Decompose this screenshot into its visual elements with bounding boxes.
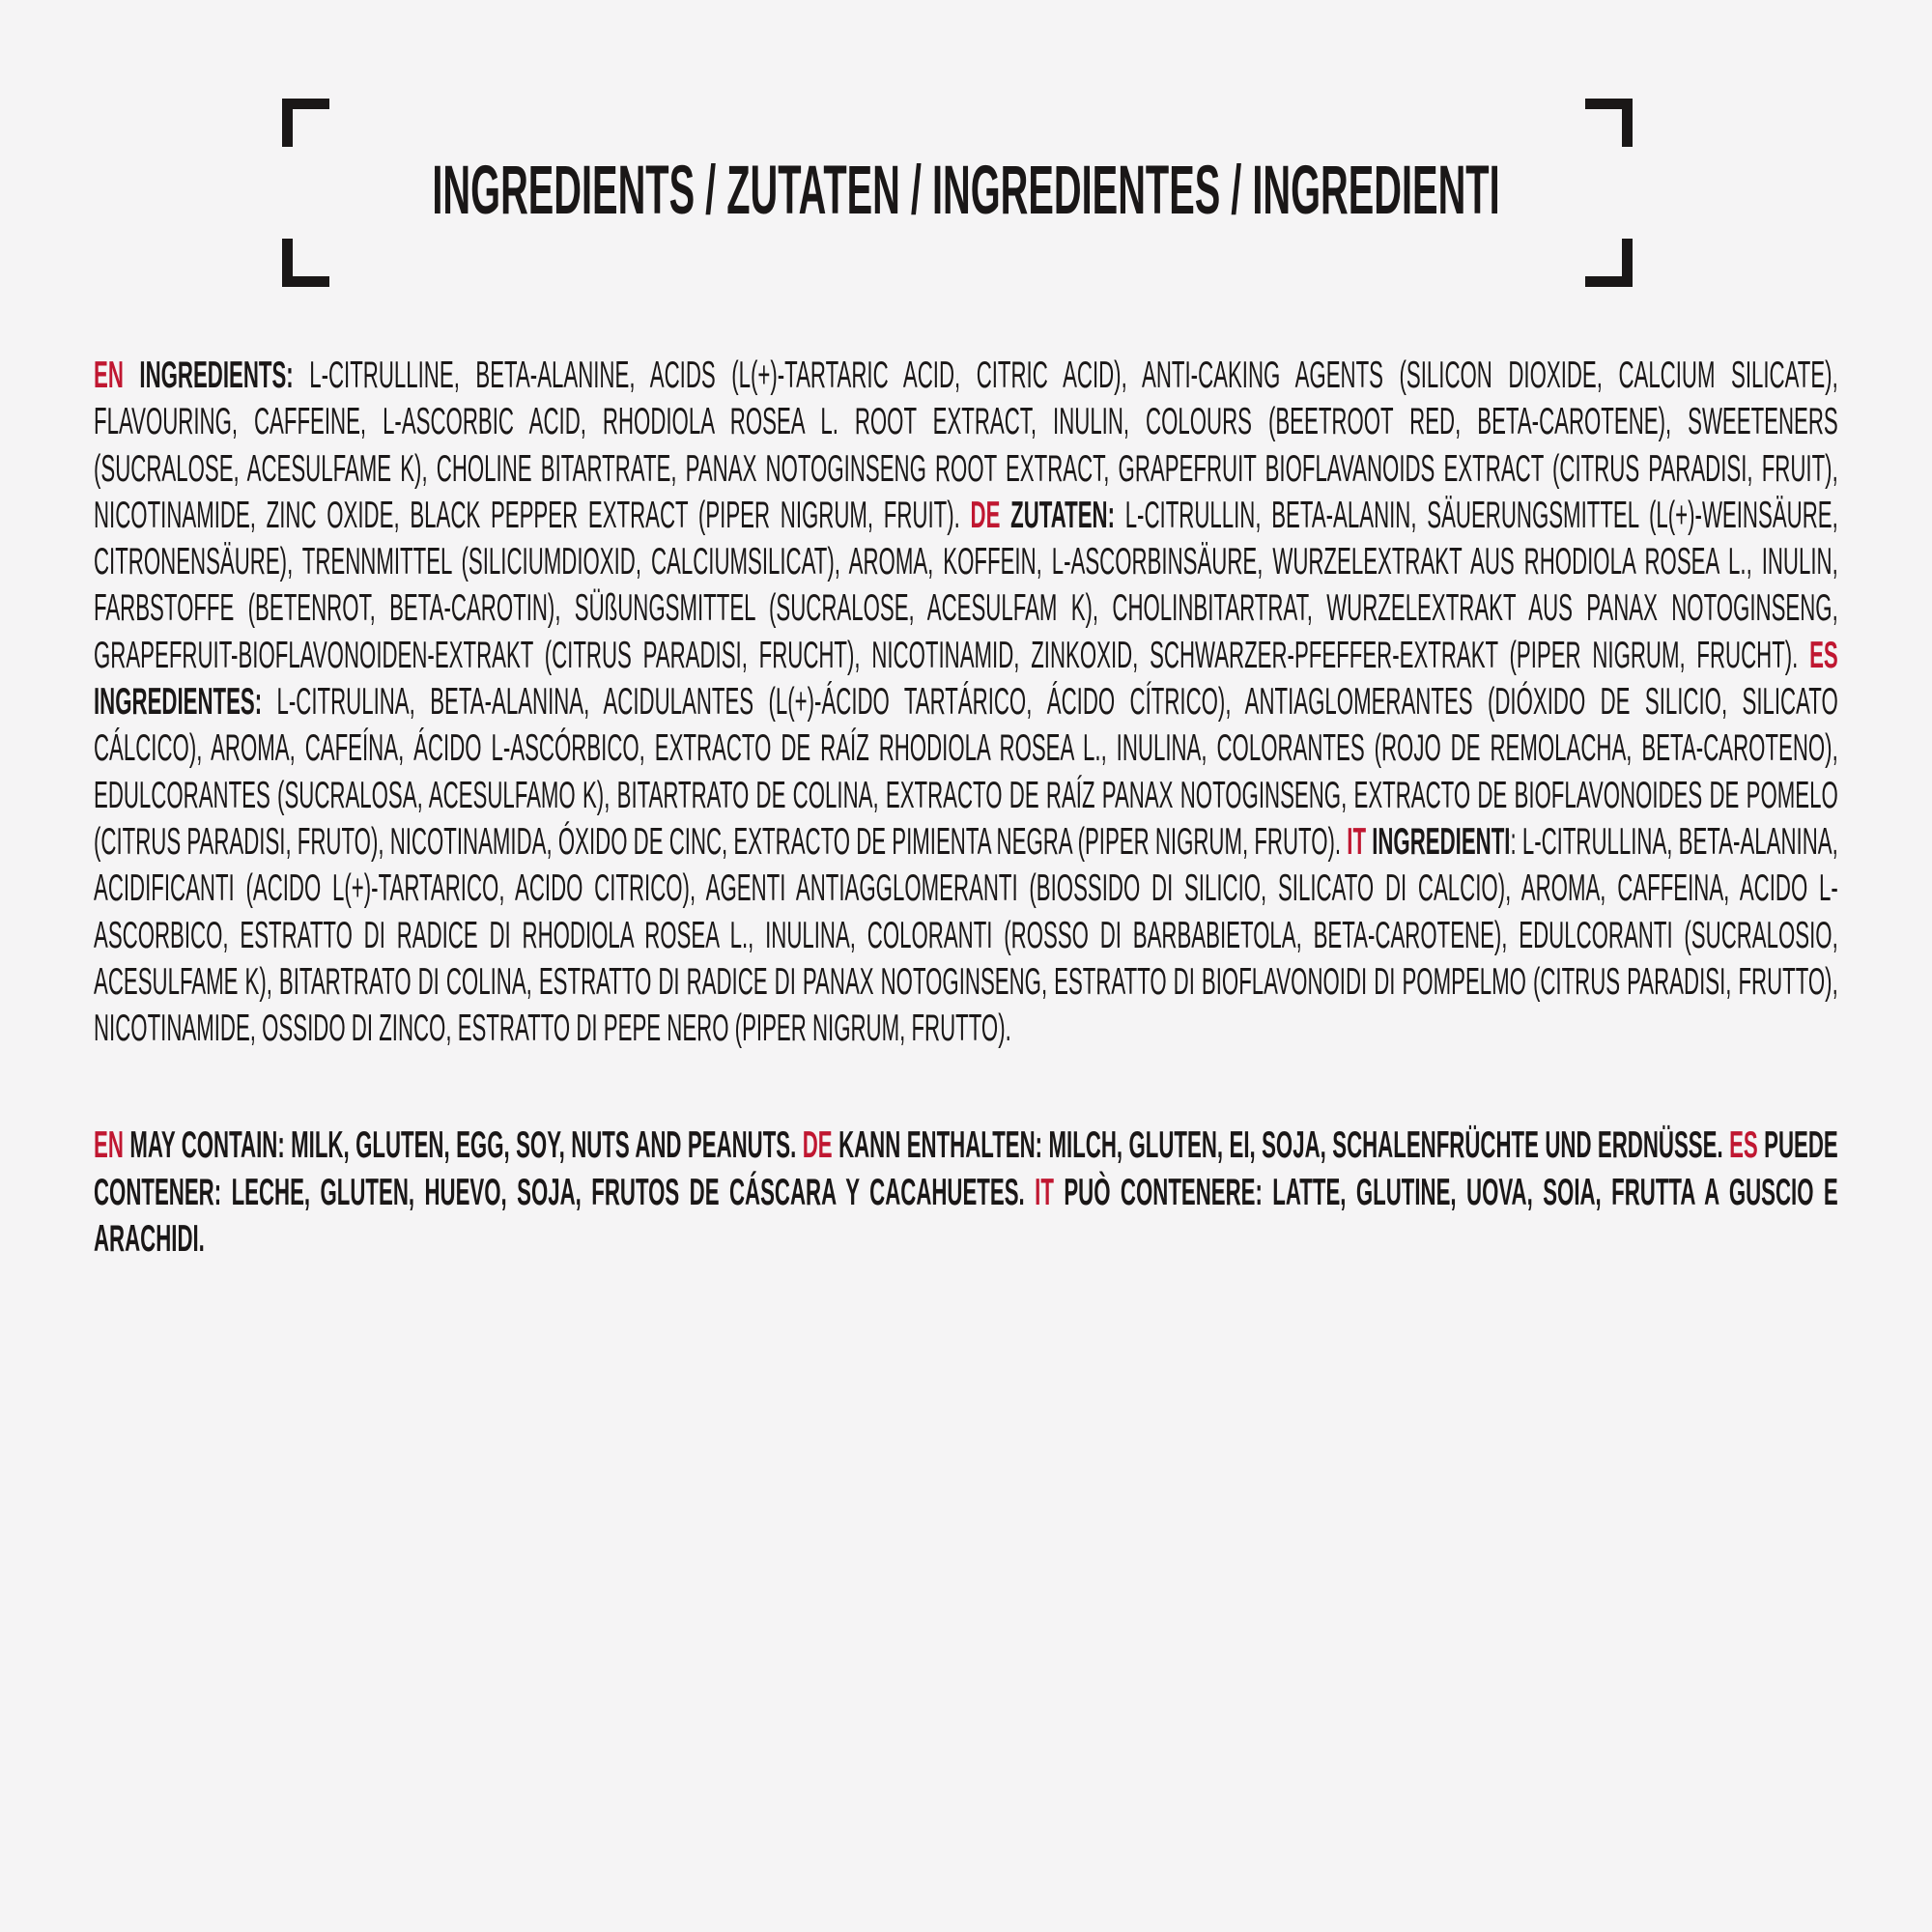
language-code: IT: [1035, 1171, 1065, 1213]
language-code: EN: [94, 1124, 130, 1167]
crop-mark-top-right-icon: [1585, 99, 1633, 147]
label-text-run: PUEDE CONTENER: LECHE, GLUTEN, HUEVO, SOJA, FRUTOS DE CÁSCARA Y CACAHUETES.: [94, 1124, 1838, 1213]
label-text-run: .: [790, 1124, 803, 1167]
language-code: DE: [802, 1124, 839, 1167]
label-text-run: INGREDIENTS:: [139, 355, 310, 396]
language-code: ES: [1809, 634, 1838, 676]
label-text-run: MAY CONTAIN: MILK, GLUTEN, EGG, SOY, NUTS AND PEANUTS: [129, 1124, 791, 1167]
crop-mark-top-left-icon: [282, 99, 329, 147]
language-code: EN: [94, 355, 140, 396]
label-text-run: KANN ENTHALTEN: MILCH, GLUTEN, EI, SOJA, SCHALENFRÜCHTE UND ERDNÜSSE.: [838, 1124, 1730, 1167]
crop-mark-bottom-left-icon: [282, 239, 329, 287]
label-text-run: : L-CITRULLINA, BETA-ALANINA, ACIDIFICANTI (ACIDO L(+)-TARTARICO, ACIDO CITRICO), AGENTI ANTIAGGLOMERANTI (BIOSSIDO DI SILICIO, SILICATO DI CALCIO), AROMA, CAFFEINA, ACIDO L-ASCORBICO, ESTRATTO DI RADICE DI RHODIOLA ROSEA L., INULINA, COLORANTI (ROSSO DI BARBABIETOLA, BETA-CAROTENE), EDULCORANTI (SUCRALOSIO, ACESULFAME K), BITARTRATO DI COLINA, ESTRATTO DI RADICE DI PANAX NOTOGINSENG, ESTRATTO DI BIOFLAVONOIDI DI POMPELMO (CITRUS PARADISI, FRUTTO), NICOTINAMIDE, OSSIDO DI ZINCO, ESTRATTO DI PEPE NERO (PIPER NIGRUM, FRUTTO).: [94, 820, 1838, 1050]
language-code: DE: [970, 494, 1011, 536]
crop-mark-bottom-right-icon: [1585, 239, 1633, 287]
label-text-run: INGREDIENTES:: [94, 681, 277, 724]
page-title: INGREDIENTS / ZUTATEN / INGREDIENTES / INGREDIENTI: [432, 153, 1500, 229]
language-code: ES: [1729, 1124, 1765, 1167]
label-text-run: INGREDIENTI: [1372, 820, 1511, 863]
label-text-run: PUÒ CONTENERE: LATTE, GLUTINE, UOVA, SOIA, FRUTTA A GUSCIO E ARACHIDI.: [94, 1171, 1838, 1261]
ingredients-paragraph: [94, 353, 1838, 1052]
label-text-run: ZUTATEN:: [1010, 494, 1125, 536]
label-text-run: L-CITRULLIN, BETA-ALANIN, SÄUERUNGSMITTEL (L(+)-WEINSÄURE, CITRONENSÄURE), TRENNMITTEL (SILICIUMDIOXID, CALCIUMSILICAT), AROMA, KOFFEIN, L-ASCORBINSÄURE, WURZELEXTRAKT AUS RHODIOLA ROSEA L., INULIN, FARBSTOFFE (BETENROT, BETA-CAROTIN), SÜßUNGSMITTEL (SUCRALOSE, ACESULFAM K), CHOLINBITARTRAT, WURZELEXTRAKT AUS PANAX NOTOGINSENG, GRAPEFRUIT-BIOFLAVONOIDEN-EXTRAKT (CITRUS PARADISI, FRUCHT), NICOTINAMID, ZINKOXID, SCHWARZER-PFEFFER-EXTRAKT (PIPER NIGRUM, FRUCHT).: [94, 494, 1838, 676]
label-body: [94, 353, 1932, 1263]
allergen-paragraph: [94, 1122, 1838, 1263]
label-text-run: L-CITRULINA, BETA-ALANINA, ACIDULANTES (L(+)-ÁCIDO TARTÁRICO, ÁCIDO CÍTRICO), ANTIAGLOMERANTES (DIÓXIDO DE SILICIO, SILICATO CÁLCICO), AROMA, CAFEÍNA, ÁCIDO L-ASCÓRBICO, EXTRACTO DE RAÍZ RHODIOLA ROSEA L., INULINA, COLORANTES (ROJO DE REMOLACHA, BETA-CAROTENO), EDULCORANTES (SUCRALOSA, ACESULFAMO K), BITARTRATO DE COLINA, EXTRACTO DE RAÍZ PANAX NOTOGINSENG, EXTRACTO DE BIOFLAVONOIDES DE POMELO (CITRUS PARADISI, FRUTO), NICOTINAMIDA, ÓXIDO DE CINC, EXTRACTO DE PIMIENTA NEGRA (PIPER NIGRUM, FRUTO).: [94, 681, 1838, 863]
label-text-run: L-CITRULLINE, BETA-ALANINE, ACIDS (L(+)-TARTARIC ACID, CITRIC ACID), ANTI-CAKING AGENTS (SILICON DIOXIDE, CALCIUM SILICATE), FLAVOURING, CAFFEINE, L-ASCORBIC ACID, RHODIOLA ROSEA L. ROOT EXTRACT, INULIN, COLOURS (BEETROOT RED, BETA-CAROTENE), SWEETENERS (SUCRALOSE, ACESULFAME K), CHOLINE BITARTRATE, PANAX NOTOGINSENG ROOT EXTRACT, GRAPEFRUIT BIOFLAVANOIDS EXTRACT (CITRUS PARADISI, FRUIT), NICOTINAMIDE, ZINC OXIDE, BLACK PEPPER EXTRACT (PIPER NIGRUM, FRUIT).: [94, 355, 1838, 536]
language-code: IT: [1347, 820, 1373, 863]
